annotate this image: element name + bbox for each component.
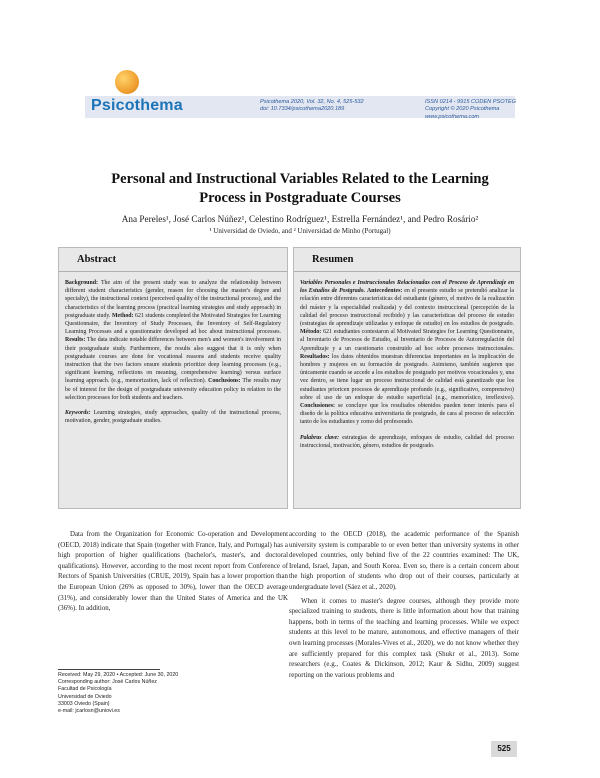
abstract-results: The data indicate notable differences between men's and women's involvement in their postgraduate study. Furthermore, the results also suggest that it is only when postgraduate courses are done for vocational reasons and students receive quality instruction that the two factors ensure students prioritize deep learning processes (e.g., significant learning, reflections on meaning, comprehensive learning) versus surface learning approach. (e.g., memorization, lack of reflection).: [65, 337, 281, 385]
footnote: [58, 672, 178, 715]
journal-doi[interactable]: doi: 10.7334/psicothema2020.189: [260, 106, 345, 113]
resumen-metodo: 621 estudiantes contestaron al Motivated Strategies for Learning Questionnaire, al Inventario de Procesos de Estudio, al Inventario de Procesos de Autorregulación del Aprendizaje y a un cuestionario construido ad hoc sobre procesos instruccionales.: [300, 329, 514, 352]
resumen-conclusiones: se concluye que los resultados obtenidos pueden tener interés para el diseño de la política educativa universitaria de postgrado, de cara al proceso de selección tanto de los estudiantes y como del profesorado.: [300, 403, 514, 426]
body-paragraph: When it comes to master's degree courses, although they provide more specialized training to students, there is little information about how that training happens, both in terms of the teaching and learning processes. While we expect students at this level to be mature, autonomous, and effective managers of their own learning processes (Morales-Vives et al., 2020), we do not know whether they are sufficiently prepared for this complex task (Shukr et al., 2013). Some researchers (e.g., Coates & Dickinson, 2012; Kaur & Sidhu, 2009) suggest reporting on the various problems and: [289, 597, 519, 679]
abstract-heading: Abstract: [77, 254, 117, 265]
body-right-column: [289, 530, 519, 681]
abstract-box: [58, 247, 288, 509]
abstract-divider: [59, 271, 287, 272]
affiliations: ¹ Universidad de Oviedo, and ² Universidad de Minho (Portugal): [209, 227, 391, 235]
paper-title: Personal and Instructional Variables Related to the Learning Process in Postgraduate Courses: [111, 171, 489, 206]
author-city: 33003 Oviedo (Spain): [58, 700, 110, 707]
journal-website[interactable]: www.psicothema.com: [425, 113, 480, 120]
journal-copyright: Copyright © 2020 Psicothema: [425, 106, 500, 113]
journal-line-1: Psicothema 2020, Vol. 32, No. 4, 525-532: [260, 99, 364, 105]
resumen-conclusiones-label: Conclusiones:: [300, 403, 336, 410]
abstract-background: The aim of the present study was to analyze the relationship between different student characteristics (gender, reason for choosing the master's degree and specialty), the instructional context (perceived quality of the instructional process), and the characteristics of the learning process (practical learning strategies and study approach) in postgraduate study.: [65, 280, 281, 319]
logo-ball-icon: [115, 70, 139, 94]
resumen-heading: Resumen: [312, 254, 354, 265]
resumen-resultados-label: Resultados:: [300, 353, 330, 360]
footnote-rule: [58, 669, 160, 670]
corresponding-author: Corresponding author: José Carlos Núñez: [58, 679, 157, 686]
body-paragraph: according to the OECD (2018), the academic performance of the Spanish university system is comparable to or even better than university systems in other developed countries, only behind five of the 22 countries examined: The UK, Ireland, Israel, Japan, and South Korea. Even so, there is a certain concern about the high proportion of students who drop out of their courses, particularly at undergraduate level (Sáez et al., 2020).: [289, 531, 519, 591]
abstract-method: 621 students completed the Motivated Strategies for Learning Questionnaire, the Inventory of Study Processes, the Inventory of Self-Regulatory Learning Processes and a questionnaire developed ad hoc about instructional processes.: [65, 312, 281, 336]
keywords: Learning strategies, study approaches, quality of the instructional process, motivation, gender, postgraduate studies.: [65, 410, 281, 425]
journal-meta: [425, 99, 516, 121]
resumen-metodo-label: Método:: [300, 329, 322, 336]
abstract-conclusions: The results may be of interest for the design of postgraduate university education policy in relation to the selection processes for both students and teachers.: [65, 378, 281, 401]
resumen-box: [293, 247, 521, 509]
body-left-column: [58, 530, 288, 615]
journal-logo[interactable]: Psicothema: [91, 97, 183, 114]
abstract-background-label: Background:: [65, 280, 98, 286]
resumen-antecedentes-label: Antecedentes:: [367, 288, 403, 295]
journal-citation: [260, 99, 364, 114]
author-email[interactable]: e-mail: jcarlosn@uniovi.es: [58, 708, 120, 715]
keywords-label: Keywords:: [65, 410, 91, 417]
resumen-resultados: los datos obtenidos muestran diferencias importantes en la implicación de hombres y mujeres en su formación de postgrado. Asimismo, también sugieren que únicamente cuando se accede a los estudios de postgrado por motivos vocacionales y, una vez dentro, se tiene lugar un proceso instruccional de calidad está garantizado que los estudiantes prioricen procesos de aprendizaje profundo (e.g., significativo, comprensivo) sobre el uso de un enfoque de estudio superficial (e.g., memorístico, irreflexivo).: [300, 353, 514, 401]
resumen-body: [300, 279, 514, 450]
author-list: Ana Pereles¹, José Carlos Núñez¹, Celestino Rodríguez¹, Estrella Fernández¹, and Pedro Rosário²: [121, 214, 479, 224]
abstract-conclusions-label: Conclusions:: [208, 378, 241, 385]
palabras-clave-label: Palabras clave:: [300, 434, 340, 441]
received-dates: Received: May 29, 2020 • Accepted: June 30, 2020: [58, 672, 179, 678]
body-paragraph: Data from the Organization for Economic Co-operation and Development (OECD, 2018) indicate that Spain (together with France, Italy, and Portugal) has a high proportion of higher qualifications (bachelor's, master's, and doctoral qualifications). However, according to the most recent report from Conference of Rectors of Spanish Universities (CRUE, 2019), Spain has a lower proportion than the European Union (26% as opposed to 30%), lower than the OECD average (31%), and considerably lower than the United States of America and the UK (36%). In addition,: [58, 531, 288, 613]
abstract-results-label: Results:: [65, 337, 86, 344]
resumen-title: Variables Personales e Instruccionales Relacionadas con el Proceso de Aprendizaje en los Estudios de Postgrado.: [300, 280, 514, 295]
author-university: Universidad de Oviedo: [58, 693, 112, 700]
page-number: 525: [491, 741, 517, 757]
resumen-antecedentes: en el presente estudio se pretendió analizar la relación entre diferentes características del estudiante (género, el motivo de la realización del máster y la especialidad realizada) y del contexto instruccional (percepción de la calidad del proceso instruccional recibido) y las características del proceso de estudio (estrategias de aprendizaje utilizadas y enfoque de estudio) en los estudios de postgrado.: [300, 288, 514, 328]
palabras-clave: estrategias de aprendizaje, enfoques de estudio, calidad del proceso instruccional, motivación, género, estudios de postgrado.: [300, 434, 514, 449]
author-department: Facultad de Psicología: [58, 686, 112, 693]
abstract-body: [65, 279, 281, 425]
journal-issn: ISSN 0214 - 9915 CODEN PSOTEG: [425, 99, 517, 105]
resumen-divider: [294, 271, 520, 272]
abstract-method-label: Method:: [111, 312, 134, 319]
